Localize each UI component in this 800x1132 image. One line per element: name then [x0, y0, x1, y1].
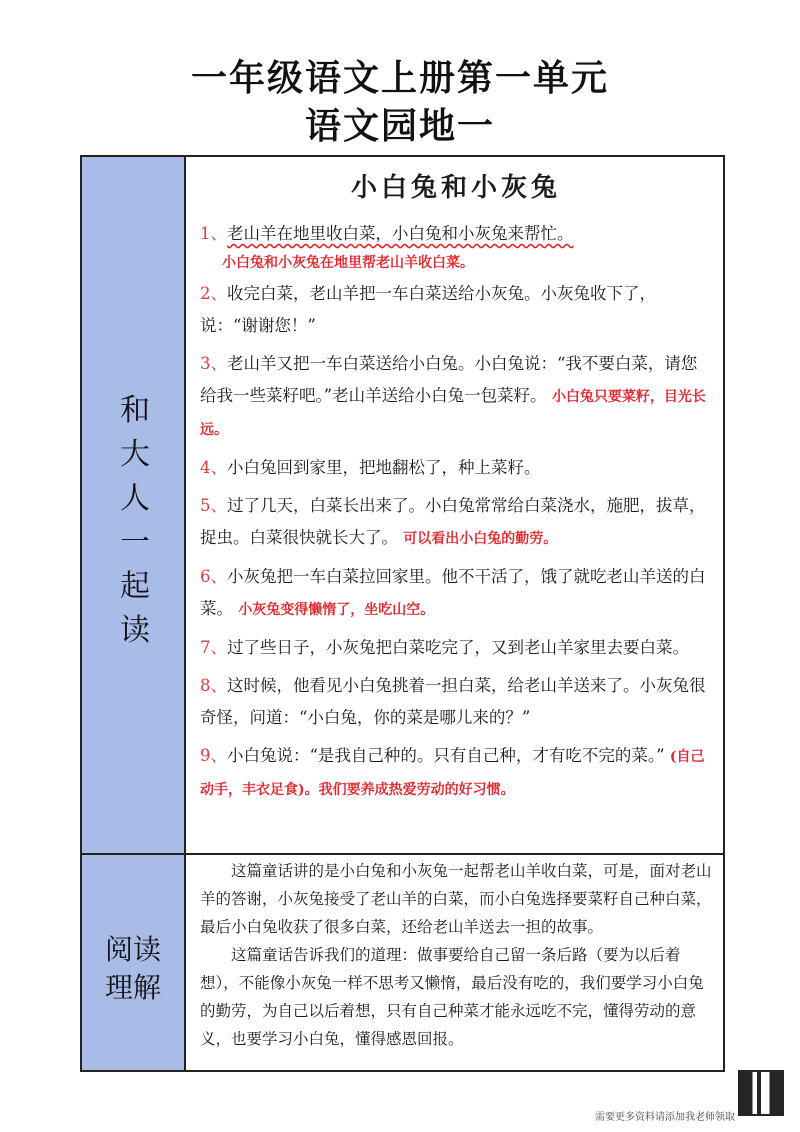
comprehension-section [200, 857, 712, 1053]
paragraph [200, 490, 712, 555]
paragraph-number: 8、 [200, 676, 227, 695]
watermark-text: 需要更多资料请添加我老师领取 [595, 1112, 735, 1123]
comprehension-label [82, 931, 184, 1007]
annotation: (自己动手，丰衣足食)。我们要养成热爱劳动的好习惯。 [200, 749, 705, 798]
paragraph-text: 小白兔回到家里，把地翻松了，种上菜籽。 [227, 458, 541, 477]
read-together-column [82, 157, 186, 853]
paragraph-number: 5、 [200, 496, 227, 515]
paragraph-number: 6、 [200, 567, 227, 586]
read-together-label: 和大人一起读 [120, 393, 150, 648]
paragraph-number: 1、 [200, 224, 227, 243]
paragraph-text: 这时候，他看见小白兔挑着一担白菜，给老山羊送来了。小灰兔很奇怪，问道：“小白兔，你的菜是哪儿来的？” [200, 676, 706, 727]
page-title-line-1: 一年级语文上册第一单元 [190, 58, 609, 99]
story-title: 小白兔和小灰兔 [350, 173, 561, 203]
paragraph-number: 7、 [200, 638, 227, 657]
story-section [200, 167, 712, 812]
comprehension-label-line1: 阅读 [104, 933, 161, 966]
paragraph-number: 2、 [200, 284, 227, 303]
paragraph-text: 收完白菜，老山羊把一车白菜送给小灰兔。小灰兔收下了，说：“谢谢您！” [200, 284, 656, 335]
annotation: 可以看出小白兔的勤劳。 [403, 531, 558, 547]
paragraph-number: 3、 [200, 354, 227, 373]
paragraph [200, 632, 712, 664]
paragraph-text: 小白兔说：“是我自己种的。只有自己种，才有吃不完的菜。” [227, 746, 665, 765]
page-title-line-2: 语文园地一 [304, 106, 495, 147]
paragraph [200, 740, 712, 806]
paragraph [200, 218, 712, 250]
summary-paragraph-2: 这篇童话告诉我们的道理：做事要给自己留一条后路（要为以后着想），不能像小灰兔一样不思考又懒惰，最后没有吃的，我们要学习小白兔的勤劳，为自己以后着想，只有自己种菜才能永远吃不完，懂得劳动的意义，也要学习小白兔，懂得感恩回报。 [200, 946, 704, 1048]
qr-code-icon [738, 1070, 784, 1116]
comprehension-label-line2: 理解 [104, 971, 161, 1004]
paragraph [200, 670, 712, 734]
row-divider [186, 853, 723, 855]
summary-paragraph-1: 这篇童话讲的是小白兔和小灰兔一起帮老山羊收白菜，可是，面对老山羊的答谢，小灰兔接受了老山羊的白菜，而小白兔选择要菜籽自己种白菜，最后小白兔收获了很多白菜，还给老山羊送去一担的故事。 [200, 862, 712, 936]
paragraph [200, 561, 712, 626]
comprehension-column [82, 853, 186, 1070]
annotation: 小灰兔变得懒惰了，坐吃山空。 [238, 602, 435, 618]
paragraph-text: 老山羊又把一车白菜送给小白兔。小白兔说：“我不要白菜，请您给我一些菜籽吧。”老山羊送给小白兔一包菜籽。 [200, 354, 698, 405]
paragraph-number: 4、 [200, 458, 227, 477]
paragraph-number: 9、 [200, 746, 227, 765]
paragraph [200, 452, 712, 484]
paragraph-text: 小灰兔把一车白菜拉回家里。他不干活了，饿了就吃老山羊送的白菜。 [200, 567, 706, 618]
paragraph [200, 278, 712, 342]
annotation: 小白兔和小灰兔在地里帮老山羊收白菜。 [222, 255, 474, 271]
paragraph-text: 过了些日子，小灰兔把白菜吃完了，又到老山羊家里去要白菜。 [227, 638, 689, 657]
annotation: 小白兔只要菜籽，目光长远。 [200, 389, 706, 438]
worksheet-table [80, 155, 725, 1072]
paragraph-text: 过了几天，白菜长出来了。小白兔常常给白菜浇水，施肥，拔草，捉虫。白菜很快就长大了。 [200, 496, 706, 547]
paragraph-text: 老山羊在地里收白菜，小白兔和小灰兔来帮忙。 [227, 224, 574, 243]
paragraph [200, 348, 712, 446]
